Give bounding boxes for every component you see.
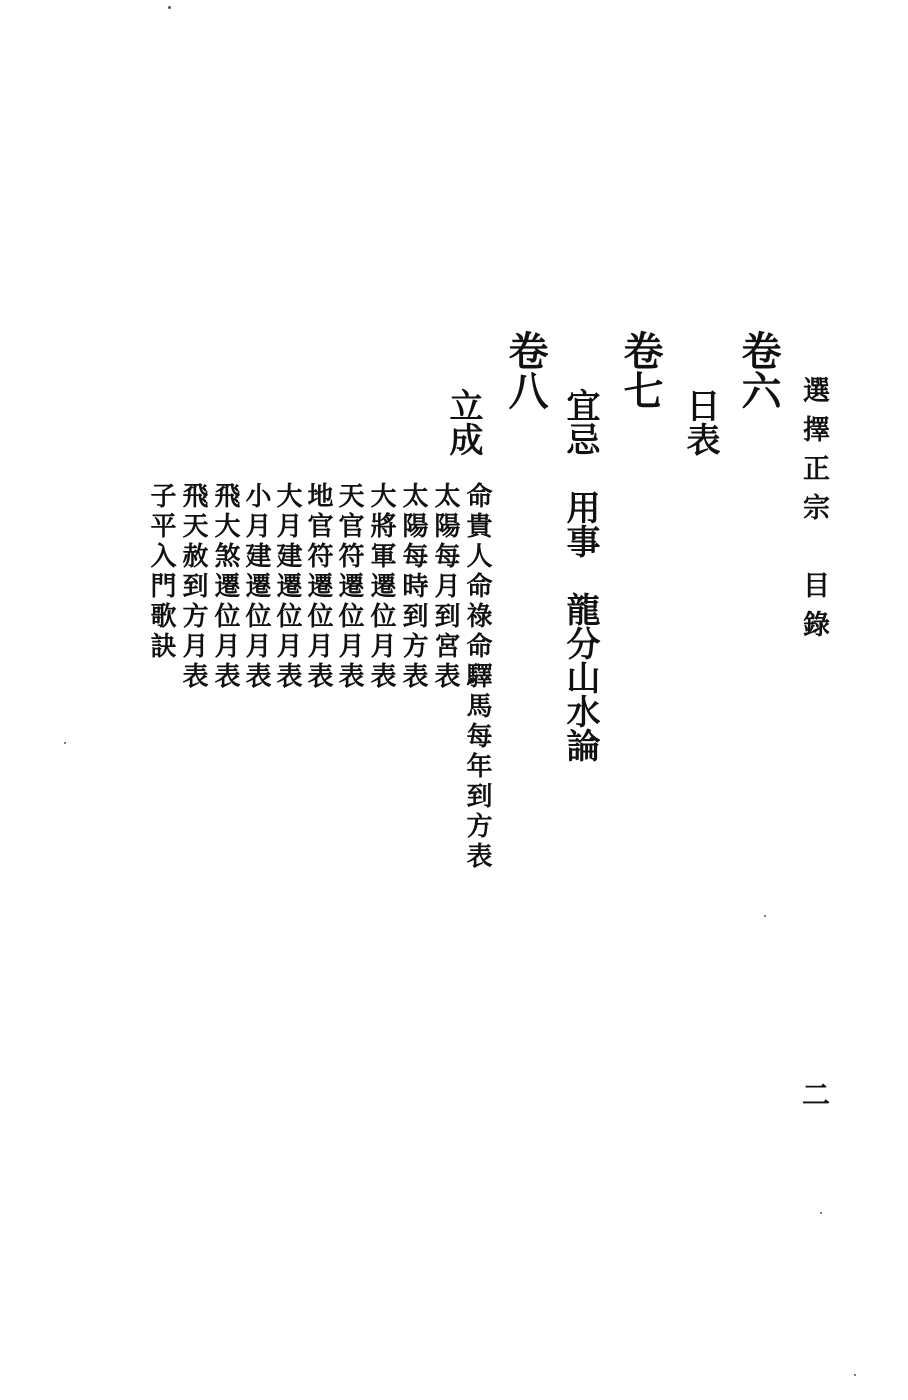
volume-7-subheading: 宜忌 用事 龍分山水論 [560, 388, 600, 762]
scan-speck [854, 1374, 856, 1376]
page-number: 二 [798, 1080, 831, 1108]
toc-entry: 太陽每月到宮表 [430, 482, 460, 692]
toc-entry: 天官符遷位月表 [334, 482, 364, 692]
scan-speck [64, 742, 66, 744]
toc-entry: 地官符遷位月表 [303, 482, 333, 692]
volume-6-heading: 卷六 [735, 330, 782, 410]
scan-speck [820, 1212, 822, 1214]
toc-entry: 太陽每時到方表 [398, 482, 428, 692]
volume-8-subheading: 立成 [443, 388, 483, 456]
volume-7-heading: 卷七 [617, 330, 664, 410]
toc-entry: 命貴人命祿命驛馬每年到方表 [462, 482, 492, 872]
toc-entry: 大將軍遷位月表 [366, 482, 396, 692]
toc-entry: 大月建遷位月表 [272, 482, 302, 692]
running-title: 選擇正宗 目錄 [798, 376, 829, 649]
toc-entry: 小月建遷位月表 [241, 482, 271, 692]
scan-speck [764, 915, 766, 917]
toc-entry: 飛大煞遷位月表 [210, 482, 240, 692]
toc-entry: 子平入門歌訣 [146, 482, 176, 662]
toc-entry: 飛天赦到方月表 [178, 482, 208, 692]
volume-8-heading: 卷八 [502, 330, 549, 410]
scan-speck [168, 6, 171, 9]
volume-6-subheading: 日表 [680, 388, 720, 456]
